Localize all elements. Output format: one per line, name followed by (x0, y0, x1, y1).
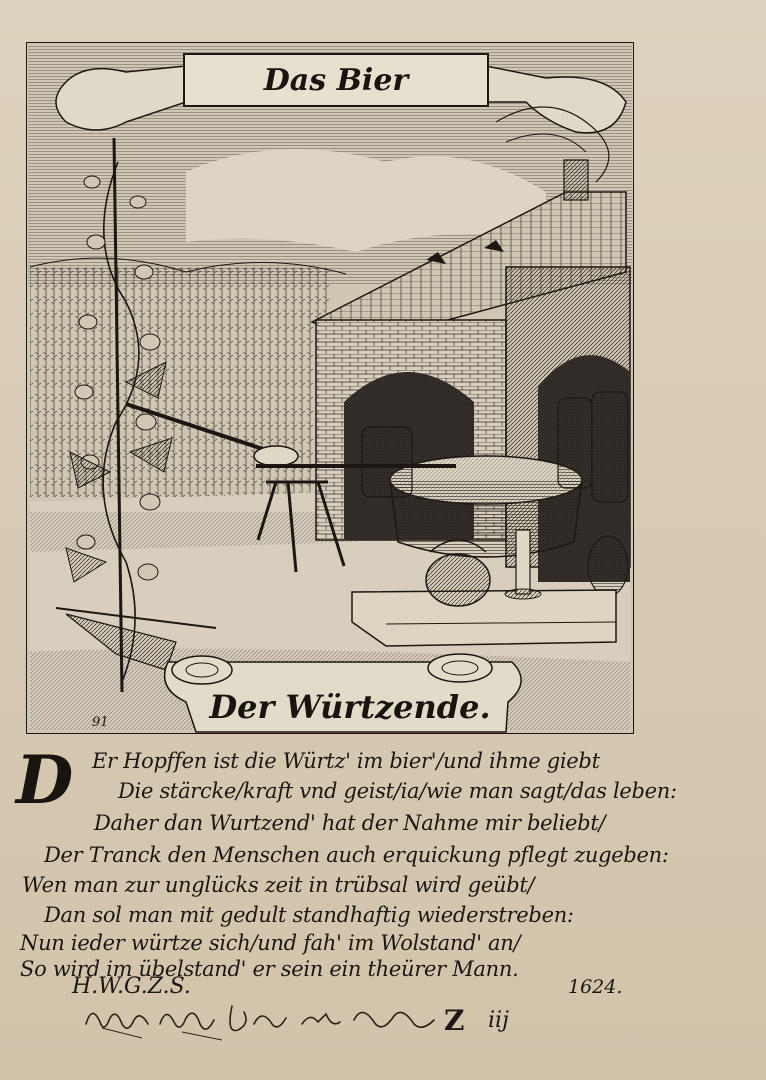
poem-line-5: Wen man zur unglücks zeit in trübsal wird geübt/ (22, 873, 535, 897)
handwritten-signature (82, 994, 465, 1044)
poem-line-3: Daher dan Wurtzend' hat der Nahme mir beliebt/ (94, 811, 606, 835)
publication-year: 1624. (568, 976, 623, 998)
poem-line-6: Dan sol man mit gedult standhaftig wiederstreben: (44, 903, 574, 927)
engraving-plate (26, 42, 634, 734)
engraving-illustration (26, 42, 634, 734)
decorated-initial: D (16, 741, 74, 819)
poem-line-8: So wird im übelstand' er sein ein theürer Mann. (20, 957, 519, 981)
leaf-signature: iij (488, 1008, 509, 1033)
poem-line-7: Nun ieder würtze sich/und fah' im Wolstand' an/ (20, 931, 521, 955)
poem-line-4: Der Tranck den Menschen auch erquickung pflegt zugeben: (44, 843, 669, 867)
plate-number: 91 (92, 715, 109, 730)
plate-caption: Der Würtzende. (209, 688, 491, 726)
banner-title: Das Bier (263, 63, 409, 98)
poem-line-1: Er Hopffen ist die Würtz' im bier'/und ihme giebt (92, 749, 600, 773)
author-initials: H.W.G.Z.S. (72, 974, 191, 999)
poem-line-2: Die stärcke/kraft vnd geist/ia/wie man sagt/das leben: (118, 779, 677, 803)
signature-mark: Z (444, 1004, 465, 1037)
